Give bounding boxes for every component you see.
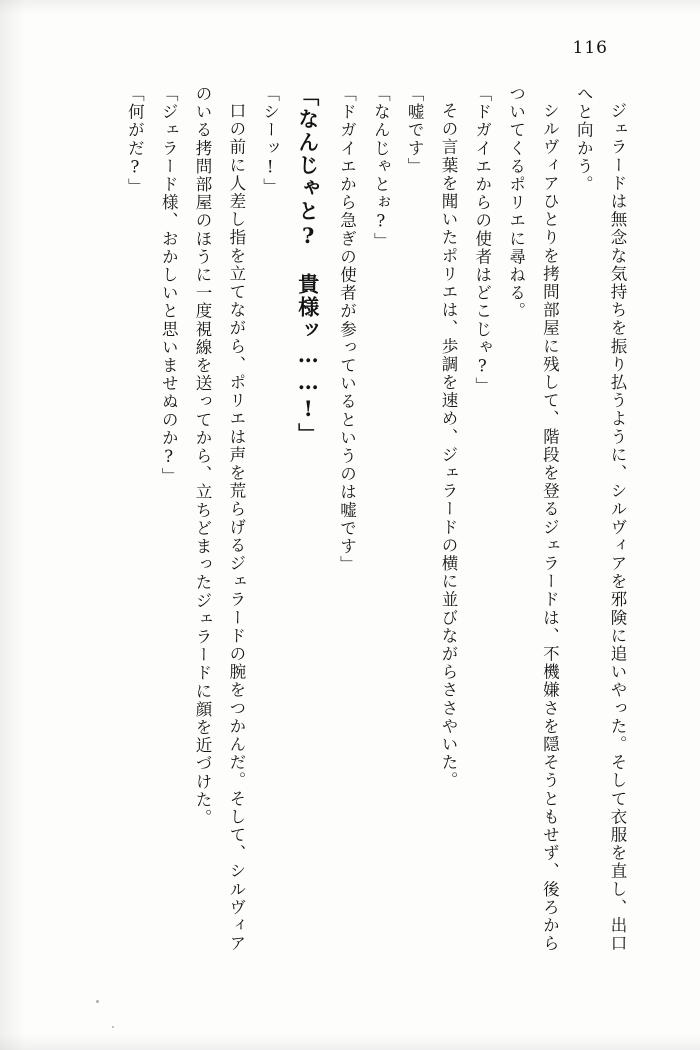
paragraph-dialogue: 「シーッ!」 <box>260 85 280 197</box>
scan-edge-shadow-top <box>0 0 700 14</box>
paragraph-dialogue: 「何がだ?」 <box>125 85 145 197</box>
paragraph-dialogue: 「なんじゃとぉ?」 <box>371 85 391 251</box>
paragraph-dialogue-emphasis: 「なんじゃと? 貴様ッ……!」 <box>295 85 321 446</box>
scan-edge-shadow-bottom <box>0 1034 700 1050</box>
paragraph: シルヴィアひとりを拷問部屋に残して、階段を登るジェラードは、不機嫌さを隠そうともせず、後ろからついてくるポリエに尋ねる。 <box>506 85 560 953</box>
paragraph-dialogue: 「ドガイエから急ぎの使者が参っているというのは嘘です」 <box>337 85 357 574</box>
scan-speck <box>96 1000 99 1003</box>
paragraph-dialogue: 「ドガイエからの使者はどこじゃ?」 <box>472 85 492 396</box>
paragraph-dialogue: 「嘘です」 <box>405 85 425 176</box>
paragraph-dialogue: 「ジェラード様、おかしいと思いませぬのか?」 <box>159 85 179 486</box>
paragraph: その言葉を聞いたポリエは、歩調を速め、ジェラードの横に並びながらささやいた。 <box>438 101 458 790</box>
page-body-text <box>74 85 634 965</box>
page-number: 116 <box>572 38 608 58</box>
scan-speck <box>112 1026 114 1028</box>
paragraph: ジェラードは無念な気持ちを振り払うように、シルヴィアを邪険に追いやった。そして衣服を直し、出口へと向かう。 <box>574 85 627 953</box>
scan-edge-shadow-left <box>0 0 26 1050</box>
paragraph: 口の前に人差し指を立てながら、ポリエは声を荒らげるジェラードの腕をつかんだ。そして、シルヴィアのいる拷問部屋のほうに一度視線を送ってから、立ちどまったジェラードに顔を近づけた。 <box>193 85 246 953</box>
